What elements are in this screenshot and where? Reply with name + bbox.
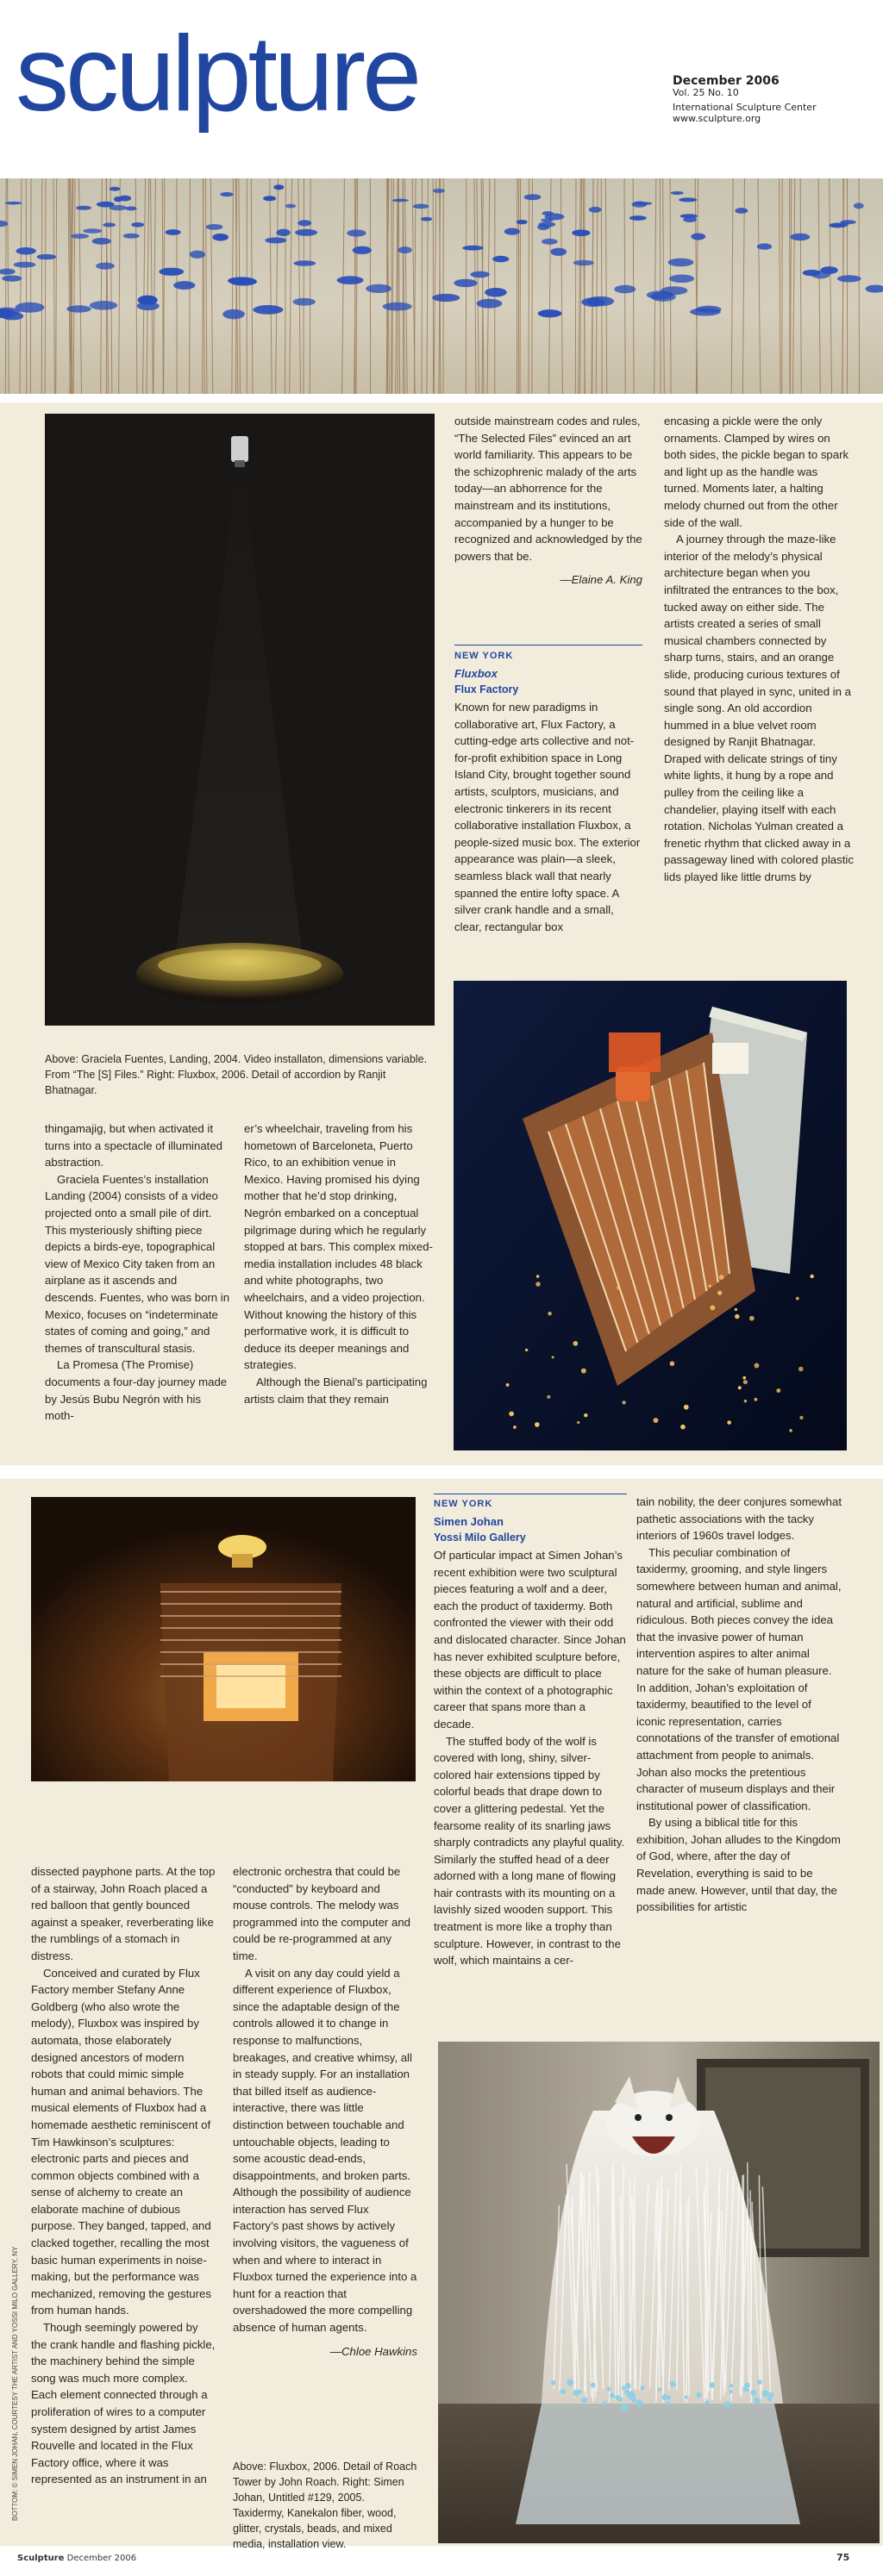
article-paragraph: tain nobility, the deer conjures somewhat pathetic associations with the tacky interiors of 1960s travel lodges. bbox=[636, 1495, 842, 1543]
article-paragraph: er’s wheelchair, traveling from his hometown of Barceloneta, Puerto Rico, to an exhibition venue in Mexico. Having promised his dying mother that he’d stop drinking, Negrón embarked on a conceptual pilgrimage during which he regularly stopped at bars. This complex mixed-media installation includes 48 black and white photographs, two wheelchairs, and a video projection. Without knowing the history of this performative work, it is difficult to deduce its deeper meanings and strategies. bbox=[244, 1122, 433, 1372]
simen-column-b bbox=[636, 1494, 843, 1916]
caption-roach-simen: Above: Fluxbox, 2006. Detail of Roach Tower by John Roach. Right: Simen Johan, Untitled #129, 2005. Taxidermy, Kanekalon fiber, wood, glitter, crystals, beads, and mixed media, installation view. bbox=[233, 2461, 417, 2550]
fluxbox-page2-column-b bbox=[233, 1863, 417, 2360]
website: www.sculpture.org bbox=[673, 113, 761, 124]
photo-untitled-129 bbox=[438, 2042, 880, 2543]
publisher: International Sculpture Center bbox=[673, 102, 817, 113]
article-paragraph: This peculiar combination of taxidermy, grooming, and style lingers somewhere between human and animal, natural and artificial, sublime and ridiculous. Both pieces convey the idea that the invasive power of human intervention aspires to alter animal nature for the sake of human pleasure. In addition, Johan’s exploitation of taxidermy, beautified to the level of iconic representation, carries connotations of the transfer of emotional attachment from people to animals. Johan also mocks the pretentious character of museum displays and their institutional power of classification. bbox=[636, 1545, 842, 1812]
issue-info bbox=[673, 76, 862, 124]
caption-landing: Above: Graciela Fuentes, Landing, 2004. Video installaton, dimensions variable. From “The [S] Files.” Right: Fluxbox, 2006. Detail of accordion by Ranjit Bhatnagar. bbox=[45, 1053, 428, 1096]
simen-venue: Yossi Milo Gallery bbox=[434, 1531, 526, 1544]
graciela-column-b bbox=[244, 1120, 434, 1407]
article-paragraph: Conceived and curated by Flux Factory member Stefany Anne Goldberg (who also wrote the melody), Fluxbox was inspired by automata, those elaborately designed ancestors of modern robots that could mimic simple human and animal behaviors. The musical elements of Fluxbox had a homemade aesthetic reminiscent of Tim Hawkinson’s sculptures: electronic parts and pieces and common objects combined with a sense of alchemy to create an elaborate machine of dubious purpose. They banged, tapped, and clacked together, recalling the most basic human experiments in noise-making, but the performance was mechanized, removing the gestures from human hands. bbox=[31, 1966, 211, 2317]
article-paragraph: dissected payphone parts. At the top of a stairway, John Roach placed a red balloon that gently bounced against a speaker, reverberating like the rumblings of a stomach in distress. bbox=[31, 1865, 216, 1962]
photo-credit: BOTTOM: © SIMEN JOHAN, COURTESY THE ARTIST AND YOSSI MILO GALLERY, NY bbox=[11, 2246, 19, 2521]
section-rule bbox=[454, 645, 642, 646]
article-paragraph: Graciela Fuentes’s installation Landing (2004) consists of a video projected onto a small pile of dirt. This mysteriously shifting piece depicts a birds-eye, topographical view of Mexico City taken from an airplane as it ascends and descends. Fuentes, who was born in Mexico, focuses on “indeterminate states of coming and going,” and themes of transcultural stasis. bbox=[45, 1172, 230, 1355]
fluxbox-column-b bbox=[664, 413, 854, 886]
issue-volume: Vol. 25 No. 10 bbox=[673, 87, 739, 98]
issue-month: December 2006 bbox=[673, 74, 780, 88]
photo-accordion bbox=[454, 981, 847, 1450]
article-paragraph: By using a biblical title for this exhibition, Johan alludes to the Kingdom of God, where, after the day of Revelation, everything is said to be made anew. However, until that day, the possibilities for artistic bbox=[636, 1816, 841, 1914]
fluxbox-city: NEW YORK bbox=[454, 651, 514, 661]
photo-roach-tower bbox=[31, 1497, 416, 1781]
article-paragraph: outside mainstream codes and rules, “The Selected Files” evinced an art world familiarity. This appears to be the schizophrenic malady of the arts today—an abhorrence for the mainstream and its institutions, accompanied by a hunger to be recognized and acknowledged by the powers that be. bbox=[454, 415, 642, 563]
footer-date: December 2006 bbox=[66, 2554, 137, 2563]
article-paragraph: encasing a pickle were the only ornaments. Clamped by wires on both sides, the pickle began to spark and light up as the handle was turned. Moments later, a halting melody churned out from the other side of the wall. bbox=[664, 415, 849, 529]
page-footer-left bbox=[17, 2554, 136, 2563]
article-paragraph: A journey through the maze-like interior of the melody’s physical architecture began when you infiltrated the entrances to the box, tucked away on either side. The artists created a series of small musical chambers connected by sharp turns, stairs, and an orange slide, producing curious textures of sound that played in sync, united in a single song. An old accordion hummed in a blue velvet room designed by Ranjit Bhatnagar. Draped with delicate strings of tiny white lights, it hung by a rope and pulley from the ceiling like a chandelier, playing itself with each rotation. Nicholas Yulman created a frenetic rhythm that clicked away in a passageway lined with colored plastic lids played like little drums by bbox=[664, 533, 854, 884]
article-paragraph: A visit on any day could yield a different experience of Fluxbox, since the adaptable design of the controls allowed it to change in response to malfunctions, breakages, and creative whimsy, all in steady supply. For an installation that billed itself as audience-interactive, there was little distinction between touchable and untouchable objects, leading to some acoustic dead-ends, disappointments, and broken parts. Although the possibility of audience interaction has served Flux Factory’s past shows by actively involving visitors, the vagueness of when and where to interact in Fluxbox turned the experience into a hunt for a reaction that overshadowed the more compelling absence of human agents. bbox=[233, 1966, 417, 2335]
fluxbox-title: Fluxbox bbox=[454, 667, 498, 680]
banner-photo bbox=[0, 178, 883, 394]
fluxbox-column-a bbox=[454, 699, 642, 935]
article-paragraph: Though seemingly powered by the crank handle and flashing pickle, the machinery behind the simple song was much more complex. Each element connected through a proliferation of wires to a computer system designed by artist James Rouvelle and located in the Flux Factory office, where it was represented as an instrument in an bbox=[31, 2321, 216, 2486]
footer-magazine: Sculpture bbox=[17, 2554, 65, 2563]
article-elaine-column bbox=[454, 413, 642, 589]
fluxbox-page2-column-a bbox=[31, 1863, 216, 2488]
simen-city: NEW YORK bbox=[434, 1499, 493, 1509]
article-paragraph: thingamajig, but when activated it turns into a spectacle of illuminated abstraction. bbox=[45, 1122, 222, 1169]
magazine-logo: sculpture bbox=[16, 15, 419, 134]
article-paragraph: electronic orchestra that could be “conducted” by keyboard and mouse controls. The melody was programmed into the computer and could be re-programmed at any time. bbox=[233, 1865, 410, 1962]
simen-column-a bbox=[434, 1547, 627, 1969]
author-signature: —Chloe Hawkins bbox=[329, 2344, 417, 2358]
article-paragraph: Known for new paradigms in collaborative art, Flux Factory, a cutting-edge arts collective and not-for-profit exhibition space in Long Island City, brought together sound artists, sculptors, musicians, and electronic tinkerers in its recent collaborative installation Fluxbox, a people-sized music box. The exterior appearance was plain—a sleek, seamless black wall that nearly spanned the entire lofty space. A silver crank handle and a small, clear, rectangular box bbox=[454, 701, 641, 933]
author-signature: —Elaine A. King bbox=[560, 573, 642, 587]
simen-title: Simen Johan bbox=[434, 1515, 504, 1528]
graciela-column-a bbox=[45, 1120, 231, 1425]
article-paragraph: La Promesa (The Promise) documents a four-day journey made by Jesús Bubu Negrón with his moth- bbox=[45, 1358, 228, 1423]
fluxbox-venue: Flux Factory bbox=[454, 683, 519, 695]
article-paragraph: The stuffed body of the wolf is covered with long, shiny, silver-colored hair extensions tipped by colorful beads that drape down to cover a glittering pedestal. Yet the fearsome reality of its snarling jaws sharply contradicts any playful quality. Similarly the stuffed head of a deer adorned with a long mane of flowing hair contrasts with its mounting on a lavishly sized wooden support. This treatment is more like a trophy than sculpture. However, in contrast to the wolf, which maintains a cer- bbox=[434, 1734, 625, 1968]
photo-landing bbox=[45, 414, 435, 1026]
article-paragraph: Of particular impact at Simen Johan’s recent exhibition were two sculptural pieces featuring a wolf and a deer, each the product of taxidermy. Both confronted the viewer with their odd and dislocated character. Since Johan has never exhibited sculpture before, these objects are difficult to place within the context of a photographic career that spans more than a decade. bbox=[434, 1549, 626, 1731]
article-paragraph: Although the Bienal’s participating artists claim that they remain bbox=[244, 1375, 428, 1406]
page-number: 75 bbox=[836, 2552, 850, 2563]
